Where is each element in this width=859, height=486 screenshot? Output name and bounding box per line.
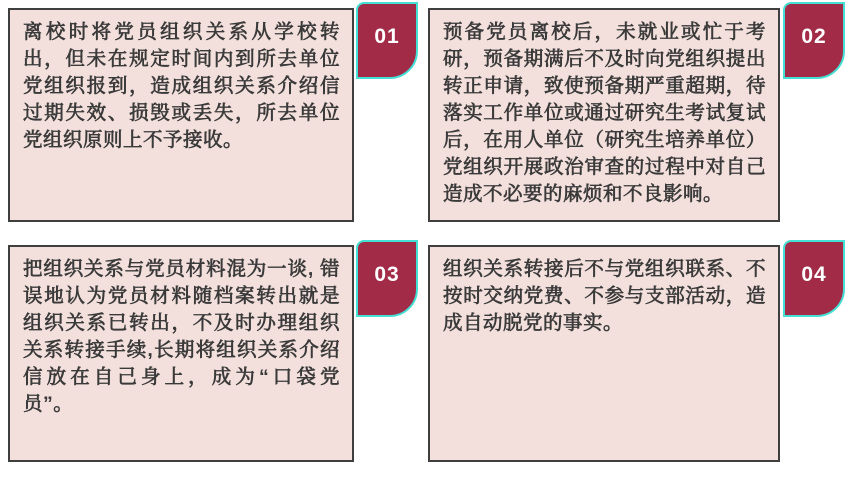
mistake-card-1: [8, 8, 354, 222]
number-badge-04: [783, 240, 845, 317]
number-badge-03: [356, 240, 418, 317]
badge-number-04: 04: [801, 262, 827, 286]
badge-number-02: 02: [801, 24, 827, 48]
badge-number-03: 03: [374, 262, 400, 286]
mistake-card-3: [8, 245, 354, 462]
mistake-card-2: [428, 8, 780, 222]
number-badge-02: [783, 2, 845, 79]
card-text-1: 离校时将党员组织关系从学校转出，但未在规定时间内到所去单位党组织报到，造成组织关系介绍信过期失效、损毁或丢失，所去单位党组织原则上不予接收。: [23, 21, 340, 151]
number-badge-01: [356, 2, 418, 79]
card-text-2: 预备党员离校后，未就业或忙于考研，预备期满后不及时向党组织提出转正申请，致使预备期严重超期，待落实工作单位或通过研究生考试复试后，在用人单位（研究生培养单位）党组织开展政治审查的过程中对自己造成不必要的麻烦和不良影响。: [443, 21, 766, 205]
card-text-3: 把组织关系与党员材料混为一谈, 错误地认为党员材料随档案转出就是组织关系已转出，不及时办理组织关系转接手续,长期将组织关系介绍信放在自己身上，成为“口袋党员”。: [23, 258, 340, 415]
badge-number-01: 01: [374, 24, 400, 48]
mistake-card-4: [428, 245, 780, 462]
card-text-4: 组织关系转接后不与党组织联系、不按时交纳党费、不参与支部活动，造成自动脱党的事实。: [443, 258, 766, 334]
